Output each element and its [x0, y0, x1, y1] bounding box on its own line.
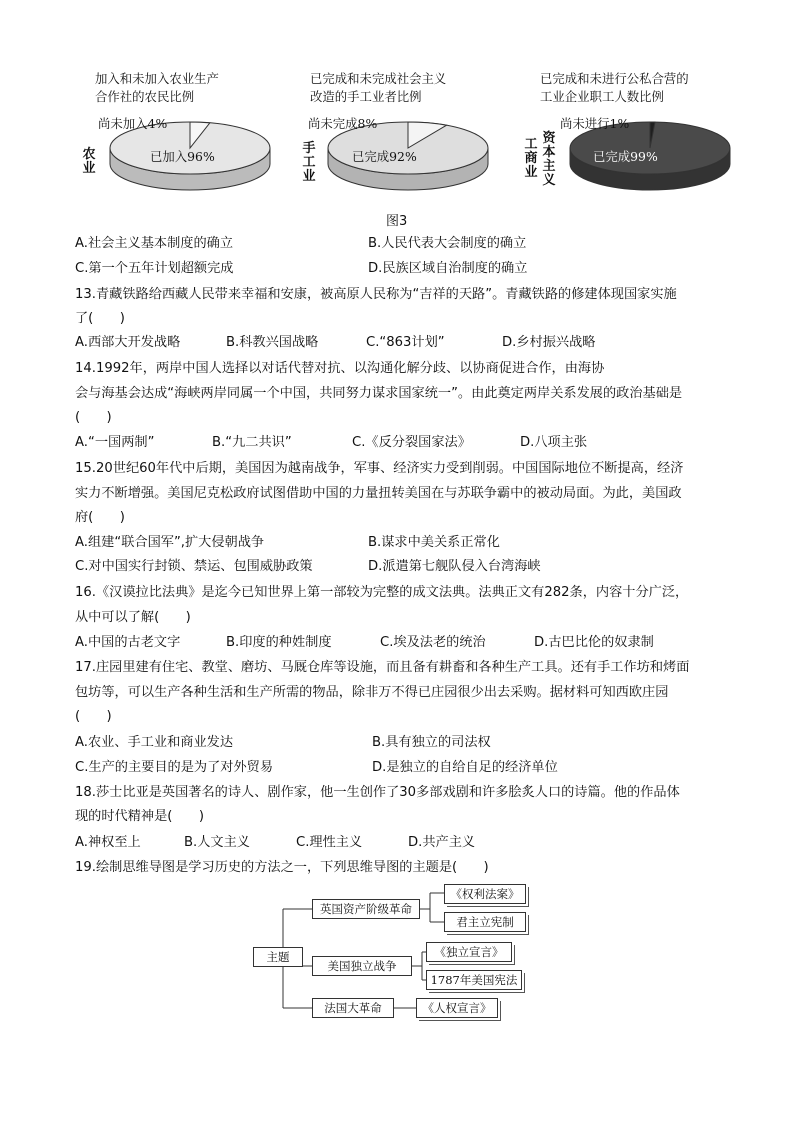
figure-caption: 图3 [386, 214, 408, 229]
mind-map-leaf-bill-of-rights: 《权利法案》 [444, 884, 526, 904]
pie-inner-label: 已完成99% [593, 149, 658, 164]
pie-outer-label: 尚未加入4% [98, 116, 168, 131]
q14-option-c: C.《反分裂国家法》 [352, 435, 471, 450]
chart-title-line: 已完成和未完成社会主义 [310, 71, 447, 86]
q18-stem: 18.莎士比亚是英国著名的诗人、剧作家，他一生创作了30多部戏剧和许多脍炙人口的诗篇。他的作品体 [75, 785, 680, 800]
q14-stem: ( ) [75, 410, 112, 425]
mind-map-leaf-declaration-of-independence: 《独立宣言》 [426, 942, 512, 962]
pie-inner-label: 已加入96% [150, 149, 215, 164]
q13-option-b: B.科教兴国战略 [226, 335, 319, 350]
q12-option-c: C.第一个五年计划超额完成 [75, 261, 234, 276]
q17-stem: 17.庄园里建有住宅、教堂、磨坊、马厩仓库等设施，而且备有耕畜和各种生产工具。还有手工作坊和烤面 [75, 660, 690, 675]
q15-stem: 府( ) [75, 510, 125, 525]
mind-map-branch-english-revolution: 英国资产阶级革命 [312, 899, 420, 919]
q19-stem: 19.绘制思维导图是学习历史的方法之一，下列思维导图的主题是( ) [75, 860, 489, 875]
mind-map-branch-american-independence: 美国独立战争 [312, 956, 412, 976]
q17-stem: 包坊等，可以生产各种生活和生产所需的物品，除非万不得已庄园很少出去采购。据材料可知西欧庄园 [75, 685, 669, 700]
q17-option-d: D.是独立的自给自足的经济单位 [372, 760, 558, 775]
chart-side-label: 工商业 [524, 137, 538, 180]
q12-option-d: D.民族区域自治制度的确立 [368, 261, 528, 276]
chart-title-line: 加入和未加入农业生产 [95, 71, 219, 86]
q17-option-c: C.生产的主要目的是为了对外贸易 [75, 760, 274, 775]
chart-title-line: 改造的手工业者比例 [310, 89, 422, 104]
q16-option-a: A.中国的古老文字 [75, 635, 181, 650]
chart-side-label: 手工业 [302, 141, 316, 184]
q15-stem: 15.20世纪60年代中后期，美国因为越南战争，军事、经济实力受到削弱。中国国际地位不断提高，经济 [75, 461, 684, 476]
chart-title-line: 工业企业职工人数比例 [540, 89, 664, 104]
q17-option-b: B.具有独立的司法权 [372, 735, 491, 750]
q17-stem: ( ) [75, 709, 112, 724]
chart-side-label: 农业 [82, 147, 96, 176]
chart-side-label: 资本主义 [542, 131, 556, 188]
mind-map-leaf-1787-constitution: 1787年美国宪法 [426, 970, 522, 990]
q14-option-a: A.“一国两制” [75, 435, 155, 450]
q17-option-a: A.农业、手工业和商业发达 [75, 735, 234, 750]
q16-option-b: B.印度的种姓制度 [226, 635, 332, 650]
q12-option-b: B.人民代表大会制度的确立 [368, 236, 527, 251]
q15-option-c: C.对中国实行封锁、禁运、包围威胁政策 [75, 559, 313, 574]
q13-stem: 了( ) [75, 311, 125, 326]
q18-option-c: C.理性主义 [296, 835, 363, 850]
q15-stem: 实力不断增强。美国尼克松政府试图借助中国的力量扭转美国在与苏联争霸中的被动局面。为此，美国政 [75, 486, 682, 501]
q14-option-d: D.八项主张 [520, 435, 588, 450]
q14-stem: 14.1992年，两岸中国人选择以对话代替对抗、以沟通化解分歧、以协商促进合作，由海协 [75, 361, 605, 376]
q16-stem: 16.《汉谟拉比法典》是迄今已知世界上第一部较为完整的成文法典。法典正文有282条，内容十分广泛， [75, 585, 689, 600]
mind-map-root: 主题 [253, 947, 303, 967]
mind-map-branch-french-revolution: 法国大革命 [312, 998, 394, 1018]
q16-option-c: C.埃及法老的统治 [380, 635, 486, 650]
q15-option-a: A.组建“联合国军”,扩大侵朝战争 [75, 535, 265, 550]
q15-option-b: B.谋求中美关系正常化 [368, 535, 500, 550]
pie-outer-label: 尚未进行1% [560, 116, 630, 131]
mind-map-leaf-constitutional-monarchy: 君主立宪制 [444, 912, 526, 932]
q16-option-d: D.古巴比伦的奴隶制 [534, 635, 654, 650]
q13-option-a: A.西部大开发战略 [75, 335, 181, 350]
chart-title-line: 合作社的农民比例 [95, 89, 195, 104]
q18-option-a: A.神权至上 [75, 835, 141, 850]
q13-option-d: D.乡村振兴战略 [502, 335, 596, 350]
q13-option-c: C.“863计划” [366, 335, 445, 350]
q15-option-d: D.派遣第七舰队侵入台湾海峡 [368, 559, 541, 574]
q18-stem: 现的时代精神是( ) [75, 809, 204, 824]
pie-outer-label: 尚未完成8% [308, 116, 378, 131]
q18-option-d: D.共产主义 [408, 835, 476, 850]
q12-option-a: A.社会主义基本制度的确立 [75, 236, 234, 251]
q18-option-b: B.人文主义 [184, 835, 250, 850]
q16-stem: 从中可以了解( ) [75, 610, 191, 625]
pie-inner-label: 已完成92% [352, 149, 417, 164]
q13-stem: 13.青藏铁路给西藏人民带来幸福和安康，被高原人民称为“吉祥的天路”。青藏铁路的修建体现国家实施 [75, 287, 677, 302]
q14-stem: 会与海基会达成“海峡两岸同属一个中国，共同努力谋求国家统一”。由此奠定两岸关系发展的政治基础是 [75, 386, 683, 401]
mind-map-leaf-declaration-of-rights-of-man: 《人权宣言》 [416, 998, 498, 1018]
chart-title-line: 已完成和未进行公私合营的 [540, 71, 689, 86]
q14-option-b: B.“九二共识” [212, 435, 292, 450]
